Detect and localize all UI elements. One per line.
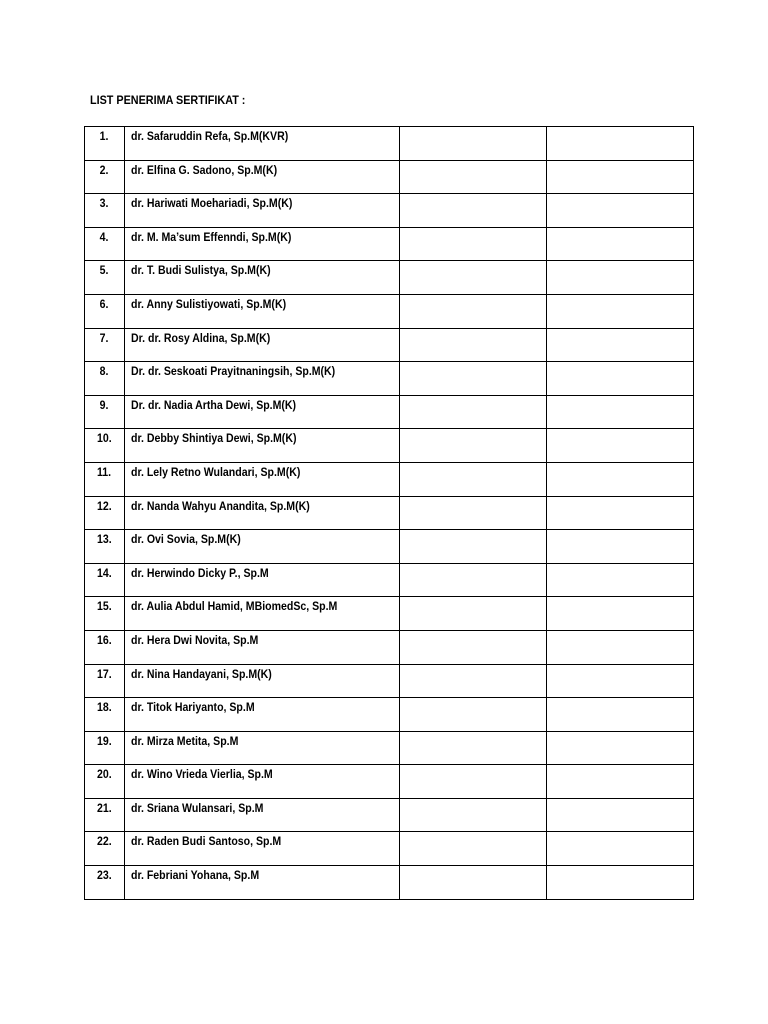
row-number: 3. bbox=[100, 196, 109, 211]
empty-cell bbox=[547, 866, 694, 900]
recipient-name-cell bbox=[125, 866, 400, 900]
row-number: 10. bbox=[97, 431, 112, 446]
empty-cell bbox=[400, 698, 547, 732]
table-row bbox=[85, 832, 694, 866]
recipient-table-body bbox=[85, 127, 694, 900]
table-row bbox=[85, 496, 694, 530]
row-number-cell bbox=[85, 563, 125, 597]
empty-cell bbox=[400, 462, 547, 496]
recipient-name: dr. Hera Dwi Novita, Sp.M bbox=[131, 632, 259, 647]
table-row bbox=[85, 530, 694, 564]
empty-cell bbox=[400, 530, 547, 564]
recipient-name: Dr. dr. Nadia Artha Dewi, Sp.M(K) bbox=[131, 397, 297, 412]
recipient-table bbox=[84, 126, 694, 900]
row-number: 20. bbox=[97, 767, 112, 782]
table-row bbox=[85, 462, 694, 496]
recipient-name: dr. Elfina G. Sadono, Sp.M(K) bbox=[131, 162, 278, 177]
row-number-cell bbox=[85, 429, 125, 463]
row-number: 17. bbox=[97, 666, 112, 681]
table-row bbox=[85, 798, 694, 832]
empty-cell bbox=[547, 731, 694, 765]
row-number: 18. bbox=[97, 700, 112, 715]
table-row bbox=[85, 866, 694, 900]
row-number: 6. bbox=[100, 296, 109, 311]
empty-cell bbox=[547, 261, 694, 295]
table-row bbox=[85, 664, 694, 698]
empty-cell bbox=[400, 429, 547, 463]
row-number-cell bbox=[85, 530, 125, 564]
row-number-cell bbox=[85, 496, 125, 530]
empty-cell bbox=[547, 395, 694, 429]
empty-cell bbox=[400, 261, 547, 295]
row-number: 21. bbox=[97, 800, 112, 815]
row-number-cell bbox=[85, 362, 125, 396]
recipient-name: dr. Safaruddin Refa, Sp.M(KVR) bbox=[131, 129, 289, 143]
table-row bbox=[85, 194, 694, 228]
recipient-name: dr. Nanda Wahyu Anandita, Sp.M(K) bbox=[131, 498, 310, 513]
empty-cell bbox=[400, 127, 547, 161]
row-number-cell bbox=[85, 597, 125, 631]
recipient-name-cell bbox=[125, 496, 400, 530]
row-number: 9. bbox=[100, 397, 109, 412]
recipient-name: dr. Lely Retno Wulandari, Sp.M(K) bbox=[131, 464, 301, 479]
row-number-cell bbox=[85, 664, 125, 698]
recipient-name: dr. Febriani Yohana, Sp.M bbox=[131, 868, 260, 883]
table-row bbox=[85, 294, 694, 328]
recipient-name-cell bbox=[125, 194, 400, 228]
empty-cell bbox=[400, 630, 547, 664]
table-row bbox=[85, 731, 694, 765]
recipient-name-cell bbox=[125, 429, 400, 463]
recipient-name: Dr. dr. Rosy Aldina, Sp.M(K) bbox=[131, 330, 271, 345]
recipient-name-cell bbox=[125, 563, 400, 597]
recipient-name: dr. Hariwati Moehariadi, Sp.M(K) bbox=[131, 196, 293, 211]
empty-cell bbox=[547, 227, 694, 261]
row-number: 5. bbox=[100, 263, 109, 278]
recipient-name: dr. Titok Hariyanto, Sp.M bbox=[131, 700, 255, 715]
recipient-name-cell bbox=[125, 664, 400, 698]
row-number: 13. bbox=[97, 532, 112, 547]
row-number: 8. bbox=[100, 364, 109, 379]
empty-cell bbox=[547, 462, 694, 496]
row-number-cell bbox=[85, 698, 125, 732]
row-number-cell bbox=[85, 294, 125, 328]
empty-cell bbox=[400, 194, 547, 228]
row-number-cell bbox=[85, 832, 125, 866]
row-number-cell bbox=[85, 798, 125, 832]
empty-cell bbox=[547, 698, 694, 732]
table-row bbox=[85, 429, 694, 463]
empty-cell bbox=[547, 798, 694, 832]
table-row bbox=[85, 765, 694, 799]
empty-cell bbox=[400, 597, 547, 631]
recipient-name: Dr. dr. Seskoati Prayitnaningsih, Sp.M(K) bbox=[131, 364, 336, 379]
row-number-cell bbox=[85, 866, 125, 900]
empty-cell bbox=[400, 866, 547, 900]
row-number-cell bbox=[85, 328, 125, 362]
table-row bbox=[85, 563, 694, 597]
row-number: 4. bbox=[100, 229, 109, 244]
recipient-name-cell bbox=[125, 261, 400, 295]
page-title: LIST PENERIMA SERTIFIKAT : bbox=[90, 93, 246, 107]
empty-cell bbox=[400, 563, 547, 597]
empty-cell bbox=[400, 362, 547, 396]
empty-cell bbox=[400, 160, 547, 194]
empty-cell bbox=[547, 530, 694, 564]
table-row bbox=[85, 630, 694, 664]
row-number: 19. bbox=[97, 733, 112, 748]
row-number-cell bbox=[85, 194, 125, 228]
recipient-name: dr. Herwindo Dicky P., Sp.M bbox=[131, 565, 269, 580]
recipient-name-cell bbox=[125, 832, 400, 866]
recipient-name-cell bbox=[125, 127, 400, 161]
empty-cell bbox=[400, 395, 547, 429]
recipient-name-cell bbox=[125, 597, 400, 631]
table-row bbox=[85, 261, 694, 295]
empty-cell bbox=[547, 294, 694, 328]
recipient-name-cell bbox=[125, 227, 400, 261]
recipient-name-cell bbox=[125, 731, 400, 765]
empty-cell bbox=[547, 597, 694, 631]
recipient-name: dr. Ovi Sovia, Sp.M(K) bbox=[131, 532, 241, 547]
row-number: 16. bbox=[97, 632, 112, 647]
recipient-name-cell bbox=[125, 698, 400, 732]
empty-cell bbox=[400, 496, 547, 530]
recipient-name: dr. Aulia Abdul Hamid, MBiomedSc, Sp.M bbox=[131, 599, 338, 614]
table-row bbox=[85, 160, 694, 194]
table-row bbox=[85, 328, 694, 362]
recipient-name: dr. Nina Handayani, Sp.M(K) bbox=[131, 666, 272, 681]
row-number: 23. bbox=[97, 868, 112, 883]
recipient-name: dr. M. Ma’sum Effenndi, Sp.M(K) bbox=[131, 229, 292, 244]
table-row bbox=[85, 597, 694, 631]
recipient-name-cell bbox=[125, 160, 400, 194]
empty-cell bbox=[547, 664, 694, 698]
empty-cell bbox=[547, 127, 694, 161]
table-row bbox=[85, 698, 694, 732]
row-number: 22. bbox=[97, 834, 112, 849]
empty-cell bbox=[400, 294, 547, 328]
empty-cell bbox=[547, 194, 694, 228]
empty-cell bbox=[400, 765, 547, 799]
row-number: 1. bbox=[100, 129, 109, 143]
empty-cell bbox=[547, 765, 694, 799]
recipient-name: dr. Mirza Metita, Sp.M bbox=[131, 733, 239, 748]
recipient-name-cell bbox=[125, 294, 400, 328]
row-number-cell bbox=[85, 462, 125, 496]
empty-cell bbox=[400, 731, 547, 765]
row-number-cell bbox=[85, 395, 125, 429]
recipient-name: dr. Raden Budi Santoso, Sp.M bbox=[131, 834, 282, 849]
recipient-name: dr. Anny Sulistiyowati, Sp.M(K) bbox=[131, 296, 287, 311]
row-number-cell bbox=[85, 160, 125, 194]
row-number-cell bbox=[85, 731, 125, 765]
recipient-name-cell bbox=[125, 530, 400, 564]
empty-cell bbox=[400, 664, 547, 698]
empty-cell bbox=[400, 832, 547, 866]
table-row bbox=[85, 395, 694, 429]
empty-cell bbox=[547, 362, 694, 396]
row-number: 7. bbox=[100, 330, 109, 345]
row-number-cell bbox=[85, 261, 125, 295]
empty-cell bbox=[547, 832, 694, 866]
empty-cell bbox=[400, 227, 547, 261]
row-number: 12. bbox=[97, 498, 112, 513]
row-number: 11. bbox=[97, 464, 112, 479]
empty-cell bbox=[547, 429, 694, 463]
row-number-cell bbox=[85, 227, 125, 261]
recipient-name-cell bbox=[125, 630, 400, 664]
empty-cell bbox=[547, 496, 694, 530]
table-row bbox=[85, 227, 694, 261]
empty-cell bbox=[547, 630, 694, 664]
recipient-name-cell bbox=[125, 395, 400, 429]
recipient-name-cell bbox=[125, 798, 400, 832]
recipient-name-cell bbox=[125, 362, 400, 396]
recipient-name: dr. Debby Shintiya Dewi, Sp.M(K) bbox=[131, 431, 297, 446]
table-row bbox=[85, 362, 694, 396]
recipient-name: dr. T. Budi Sulistya, Sp.M(K) bbox=[131, 263, 271, 278]
recipient-name-cell bbox=[125, 765, 400, 799]
recipient-name-cell bbox=[125, 462, 400, 496]
empty-cell bbox=[547, 328, 694, 362]
recipient-name: dr. Wino Vrieda Vierlia, Sp.M bbox=[131, 767, 273, 782]
empty-cell bbox=[400, 798, 547, 832]
row-number-cell bbox=[85, 765, 125, 799]
row-number: 15. bbox=[97, 599, 112, 614]
row-number-cell bbox=[85, 630, 125, 664]
empty-cell bbox=[547, 563, 694, 597]
recipient-name-cell bbox=[125, 328, 400, 362]
row-number: 14. bbox=[97, 565, 112, 580]
row-number: 2. bbox=[100, 162, 109, 177]
table-row bbox=[85, 127, 694, 161]
recipient-name: dr. Sriana Wulansari, Sp.M bbox=[131, 800, 264, 815]
row-number-cell bbox=[85, 127, 125, 161]
empty-cell bbox=[547, 160, 694, 194]
empty-cell bbox=[400, 328, 547, 362]
